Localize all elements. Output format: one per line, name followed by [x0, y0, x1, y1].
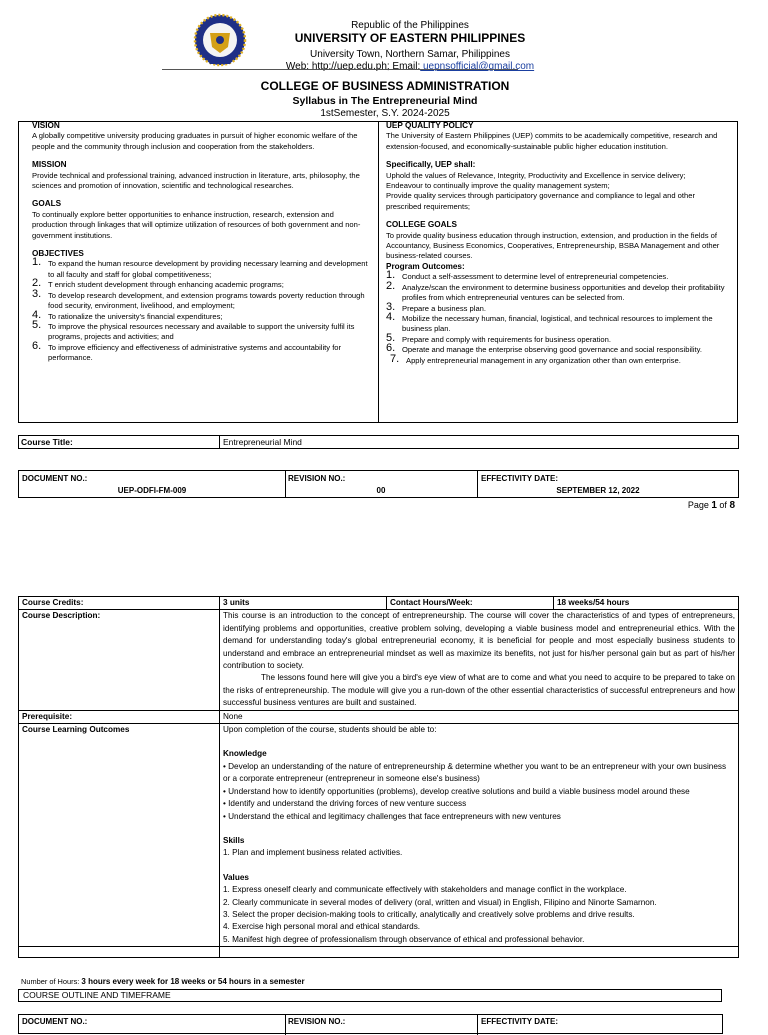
- contact-hours-value: 18 weeks/54 hours: [554, 597, 739, 610]
- list-item: 5. Prepare and comply with requirements for business operation.: [386, 331, 611, 344]
- goals-heading: GOALS: [32, 199, 62, 209]
- course-title-label: Course Title:: [21, 437, 73, 447]
- republic-line: Republic of the Philippines: [351, 20, 469, 31]
- shall-item: Provide quality services through participatory governance and compliance to legal and other prescribed requirements;: [386, 191, 695, 211]
- list-item: • Understand the ethical and legitimacy challenges that face entrepreneurs with new ventures: [223, 811, 561, 821]
- email-link[interactable]: uepnsofficial@gmail.com: [420, 61, 535, 72]
- document-info-box: [18, 470, 739, 498]
- college-goals-text: To provide quality business education through instruction, extension, and production in the fields of Accountancy, Business Economics, Cooperatives, Entrepreneurship, BSBA Management and other business-related courses.: [386, 230, 720, 261]
- program-outcomes-heading: Program Outcomes:: [386, 261, 465, 271]
- right-column: [386, 121, 732, 366]
- outcomes-list: [386, 269, 732, 366]
- list-item: 3. Select the proper decision-making tools to critically, analytically and creatively solve problems and drive results.: [223, 909, 635, 919]
- description-p2: The lessons found here will give you a bird's eye view of what are to come and what you need to acquire to be prepared to take on the risks of entrepreneurship. The module will give you a run-down of the other essential characteristics of successful entrepreneurs and how successful business ventures are built and sustained.: [223, 673, 735, 708]
- course-details-table: [18, 596, 739, 958]
- shall-item: Uphold the values of Relevance, Integrity, Productivity and Excellence in service delivery;: [386, 170, 686, 180]
- table-row: [19, 724, 739, 947]
- list-item: 1. Plan and implement business related activities.: [223, 848, 403, 858]
- effectivity-date-value: SEPTEMBER 12, 2022: [556, 486, 640, 495]
- goals-text: To continually explore better opportunities to enhance instruction, research, extension and production through linkages that will optimize utilization of resources of both government and non-government institutions.: [32, 209, 361, 240]
- list-item: 4. Mobilize the necessary human, financial, logistical, and technical resources to implement the business plan.: [386, 310, 713, 334]
- header-divider: [162, 69, 518, 70]
- document-no-value: UEP-ODFI-FM-009: [117, 486, 187, 495]
- uep-shall-heading: Specifically, UEP shall:: [386, 160, 476, 170]
- list-item: 4. Exercise high personal moral and ethical standards.: [223, 922, 421, 932]
- web-email-line: [240, 61, 580, 72]
- course-outline-heading: COURSE OUTLINE AND TIMEFRAME: [18, 989, 722, 1002]
- list-item: 5. Manifest high degree of professionalism through observance of ethical and professional behavior.: [223, 934, 585, 944]
- course-title-value: Entrepreneurial Mind: [223, 437, 302, 447]
- left-column: [32, 121, 370, 364]
- list-item: • Develop an understanding of the nature of entrepreneurship & determine whether you want to be an entrepreneur with your own business or a corporate entrepreneur (entrepreneur in someone else's business): [223, 761, 727, 784]
- syllabus-title: Syllabus in The Entrepreneurial Mind: [292, 95, 478, 107]
- quality-policy-text: The University of Eastern Philippines (UEP) commits to be academically competitive, research and extension-focused, and economically-sustainable public higher education institution.: [386, 131, 718, 151]
- college-goals-heading: COLLEGE GOALS: [386, 220, 457, 230]
- quality-policy-heading: UEP QUALITY POLICY: [386, 121, 474, 130]
- document-no-label: DOCUMENT NO.:: [22, 1017, 88, 1026]
- vision-heading: VISION: [32, 121, 60, 130]
- description-p1: This course is an introduction to the concept of entrepreneurship. The course will cover the characteristics of and types of entrepreneurs, identifying problems and opportunities, creative problem solving, developing a viable business model and entrepreneurial ethics. With the demand for understanding today's global entrepreneurial economy, it is beneficial for people and most especially business students to understand and embrace an entrepreneurial mindset as well as maximize its benefits, not just for his/her personal gain but as part of his/her contribution to society.: [223, 611, 735, 671]
- revision-no-value: 00: [376, 486, 386, 495]
- university-name: UNIVERSITY OF EASTERN PHILIPPINES: [294, 31, 526, 45]
- skills-heading: Skills: [223, 835, 245, 845]
- revision-no-label: REVISION NO.:: [288, 1017, 346, 1026]
- credits-value: 3 units: [220, 597, 387, 610]
- list-item: 4. To rationalize the university's financial expenditures;: [32, 308, 223, 321]
- list-item: 2. Analyze/scan the environment to determine business opportunities and develop their profitability profiles from which entrepreneurial ventures can be selected from.: [386, 279, 725, 303]
- prerequisite-value: None: [220, 710, 739, 723]
- table-row: [19, 947, 739, 958]
- clo-label: Course Learning Outcomes: [19, 724, 220, 947]
- table-row: [19, 597, 739, 610]
- course-title-row: [18, 435, 739, 449]
- list-item: 1. Express oneself clearly and communicate effectively with stakeholders and manage conflict in the workplace.: [223, 885, 627, 895]
- list-item: 1. To expand the human resource development by providing necessary learning and development to all faculty and staff for global competitiveness;: [32, 256, 368, 279]
- values-heading: Values: [223, 872, 249, 882]
- list-item: 3. To develop research development, and extension programs towards poverty reduction through food security, environment, livelihood, and employment;: [32, 287, 365, 311]
- clo-intro: Upon completion of the course, students should be able to:: [223, 725, 437, 735]
- semester-line: 1stSemester, S.Y. 2024-2025: [320, 108, 450, 119]
- effectivity-date-label: EFFECTIVITY DATE:: [481, 474, 559, 483]
- web-prefix: Web: http://uep.edu.ph; Email:: [285, 61, 421, 72]
- mission-text: Provide technical and professional training, advanced instruction in literature, arts, philosophy, the sciences and promotion of innovation, scientific and technological researches.: [32, 170, 360, 191]
- column-divider: [378, 121, 379, 423]
- effectivity-date-label: EFFECTIVITY DATE:: [481, 1017, 559, 1026]
- list-item: 2. Clearly communicate in several modes of delivery (oral, written and visual) in English, Filipino and Ninorte Samarnon.: [223, 897, 657, 907]
- credits-label: Course Credits:: [19, 597, 220, 610]
- list-item: 6. Operate and manage the enterprise observing good governance and social responsibility.: [386, 342, 703, 355]
- description-label: Course Description:: [19, 610, 220, 710]
- document-info-box-footer: [18, 1014, 723, 1034]
- list-item: 5. To improve the physical resources necessary and available to support the university fulfil its programs, projects and activities; and: [32, 318, 355, 342]
- list-item: 3. Prepare a business plan.: [386, 300, 487, 313]
- hours-value: 3 hours every week for 18 weeks or 54 hours in a semester: [81, 977, 305, 986]
- prerequisite-label: Prerequisite:: [19, 710, 220, 723]
- list-item: 1. Conduct a self-assessment to determine level of entrepreneurial competencies.: [386, 269, 669, 282]
- vision-text: A globally competitive university producing graduates in pursuit of higher economic welfare of the people and the community through inclusion and cooperation from the stakeholders.: [32, 131, 358, 151]
- clo-cell: [220, 724, 739, 947]
- objectives-list: [32, 256, 370, 363]
- list-item: 7. Apply entrepreneurial management in any organization other than own enterprise.: [390, 352, 681, 365]
- knowledge-heading: Knowledge: [223, 749, 267, 759]
- page-number: Page 1 of 8: [687, 500, 735, 511]
- list-item: 6. To improve efficiency and effectiveness of administrative systems and accountability for performance.: [32, 339, 342, 363]
- college-name: COLLEGE OF BUSINESS ADMINISTRATION: [260, 79, 510, 93]
- contact-hours-label: Contact Hours/Week:: [387, 597, 554, 610]
- mission-heading: MISSION: [32, 160, 67, 170]
- list-item: 2. T enrich student development through enhancing academic programs;: [32, 277, 284, 290]
- university-address: University Town, Northern Samar, Philippines: [310, 49, 510, 60]
- list-item: • Identify and understand the driving forces of new venture success: [223, 799, 467, 809]
- hours-label: Number of Hours:: [21, 977, 82, 986]
- document-no-label: DOCUMENT NO.:: [22, 474, 88, 483]
- shall-item: Endeavour to continually improve the quality management system;: [386, 181, 610, 191]
- description-cell: [220, 610, 739, 710]
- objectives-heading: OBJECTIVES: [32, 249, 84, 259]
- revision-no-label: REVISION NO.:: [288, 474, 346, 483]
- number-of-hours: [21, 977, 305, 986]
- table-row: [19, 710, 739, 723]
- list-item: • Understand how to identify opportunities (problems), develop creative solutions and build a viable business model around these: [223, 786, 690, 796]
- table-row: [19, 610, 739, 710]
